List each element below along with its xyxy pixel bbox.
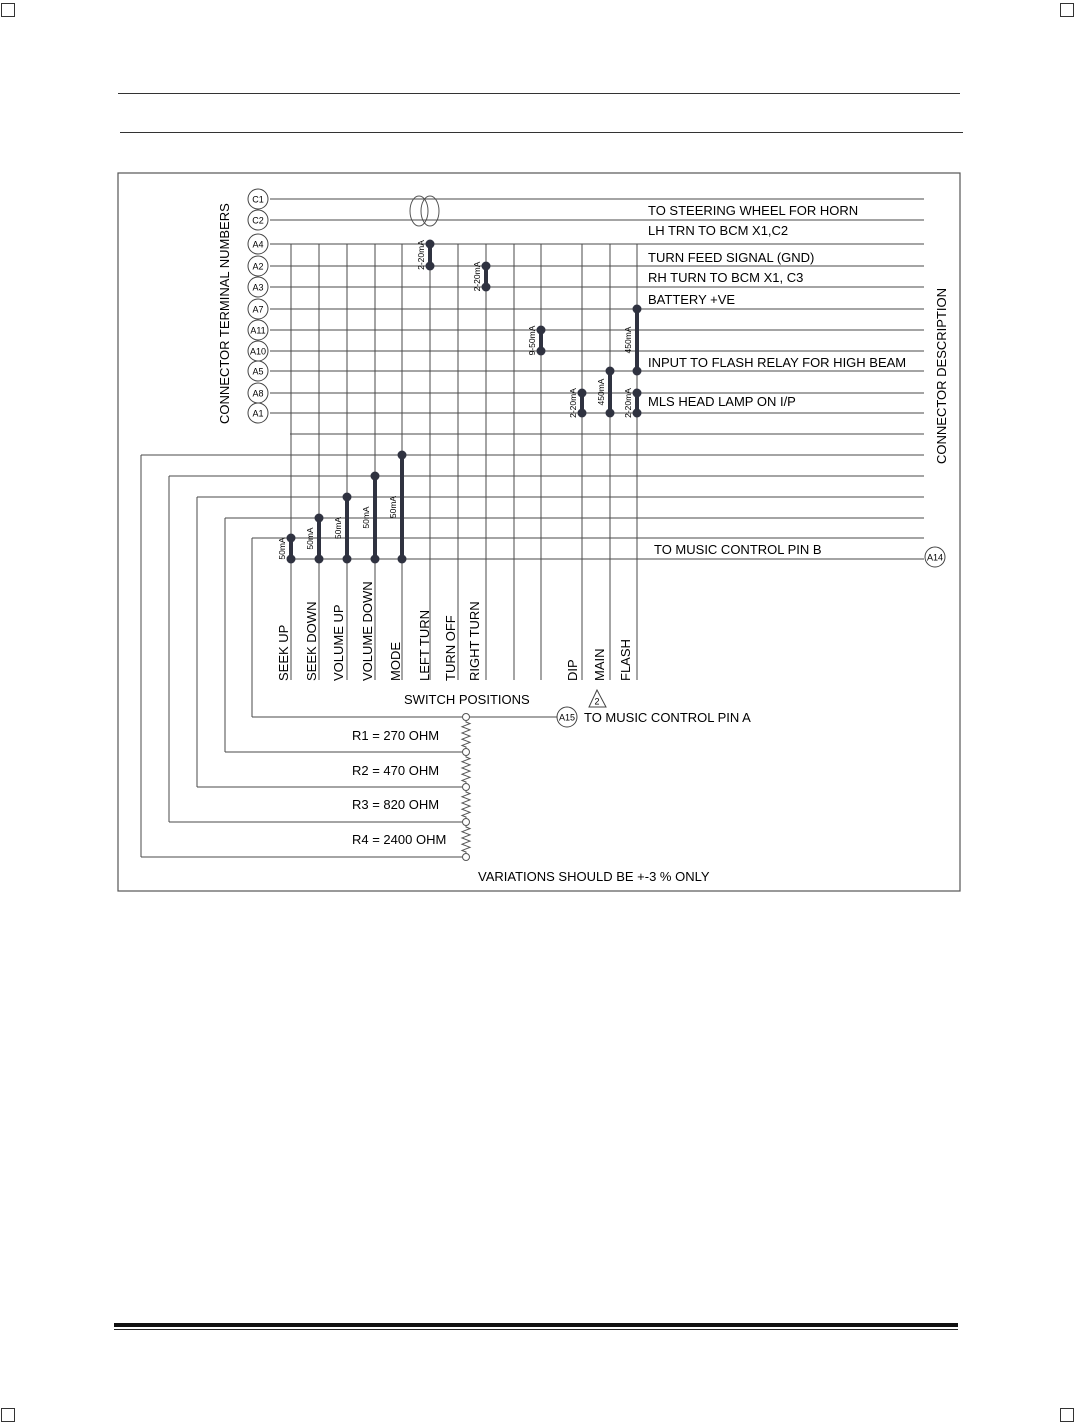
terminal-a11-label: A11 xyxy=(250,325,266,336)
terminal-a15-label: A15 xyxy=(558,712,576,723)
contact-rating-3: 50mA xyxy=(333,516,343,540)
resistor-r4 xyxy=(462,822,470,857)
connector-description-7: MLS HEAD LAMP ON I/P xyxy=(648,394,796,409)
switch-position-9: DIP xyxy=(565,659,580,681)
contact-dot xyxy=(343,493,352,502)
contact-dot xyxy=(633,389,642,398)
diagram-frame xyxy=(118,173,960,891)
contact-dot xyxy=(398,451,407,460)
connector-description-5: BATTERY +VE xyxy=(648,292,736,307)
resistor-r1 xyxy=(462,717,470,752)
resistor-r1-label: R1 = 270 OHM xyxy=(352,728,440,743)
contact-dot xyxy=(287,534,296,543)
connector-description-6: INPUT TO FLASH RELAY FOR HIGH BEAM xyxy=(648,355,907,370)
contact-dot xyxy=(578,409,587,418)
contact-rating-10: 450mA xyxy=(596,378,606,406)
contact-rating-9: 2-20mA xyxy=(568,388,578,418)
contact-rating-7: 2-20mA xyxy=(472,261,482,292)
connector-description-4: RH TURN TO BCM X1, C3 xyxy=(648,270,804,285)
terminal-a4-label: A4 xyxy=(252,239,264,250)
ladder-node xyxy=(463,819,470,826)
contact-dot xyxy=(606,409,615,418)
connector-description-2: LH TRN TO BCM X1,C2 xyxy=(648,223,789,238)
switch-position-10: MAIN xyxy=(592,648,607,681)
horn-coil-symbol xyxy=(421,196,439,226)
description-layer xyxy=(648,203,906,557)
terminal-a1-label: A1 xyxy=(252,408,264,419)
terminal-a14-label: A14 xyxy=(926,552,944,563)
contact-dot xyxy=(482,262,491,271)
switch-positions-label: SWITCH POSITIONS xyxy=(404,692,530,707)
resistor-r4-label: R4 = 2400 OHM xyxy=(352,832,447,847)
contact-rating-11: 450mA xyxy=(623,326,633,354)
wire-layer xyxy=(141,199,924,857)
note-marker: 2 xyxy=(594,696,600,707)
terminal-c1-label: C1 xyxy=(252,194,264,205)
resistor-ladder xyxy=(462,714,470,861)
contact-rating-8: 9-50mA xyxy=(527,325,537,356)
contact-dot xyxy=(315,555,324,564)
switch-position-layer xyxy=(276,581,633,681)
connection-layer xyxy=(277,240,642,564)
contact-rating-4: 50mA xyxy=(361,506,371,529)
terminal-a5-label: A5 xyxy=(252,366,264,377)
contact-rating-1: 50mA xyxy=(277,537,287,560)
contact-dot xyxy=(633,409,642,418)
contact-dot xyxy=(426,240,435,249)
contact-dot xyxy=(606,367,615,376)
contact-dot xyxy=(633,367,642,376)
contact-dot xyxy=(371,555,380,564)
ladder-node xyxy=(463,714,470,721)
tolerance-note: VARIATIONS SHOULD BE +-3 % ONLY xyxy=(478,869,710,884)
contact-dot xyxy=(287,555,296,564)
contact-dot xyxy=(426,262,435,271)
contact-rating-5: 50mA xyxy=(388,495,398,519)
contact-rating-6: 2-20mA xyxy=(416,240,426,270)
ladder-node xyxy=(463,749,470,756)
contact-dot xyxy=(371,472,380,481)
switch-position-7: TURN OFF xyxy=(443,615,458,681)
switch-position-4: VOLUME DOWN xyxy=(360,581,375,681)
terminal-a10-label: A10 xyxy=(249,346,267,357)
contact-dot xyxy=(537,326,546,335)
resistor-r3 xyxy=(462,787,470,822)
switch-position-2: SEEK DOWN xyxy=(304,601,319,681)
resistor-r3-label: R3 = 820 OHM xyxy=(352,797,440,812)
contact-dot xyxy=(537,347,546,356)
switch-position-6: LEFT TURN xyxy=(417,609,432,681)
contact-rating-2: 50mA xyxy=(305,527,315,550)
terminal-a8-label: A8 xyxy=(252,388,264,399)
contact-dot xyxy=(578,389,587,398)
connector-description-1: TO STEERING WHEEL FOR HORN xyxy=(648,203,859,218)
switch-position-3: VOLUME UP xyxy=(331,604,346,681)
contact-dot xyxy=(633,305,642,314)
terminal-a7-label: A7 xyxy=(252,304,264,315)
contact-rating-12: 2-20mA xyxy=(623,388,633,418)
contact-dot xyxy=(343,555,352,564)
switch-position-11: FLASH xyxy=(618,639,633,681)
connector-description-heading: CONNECTOR DESCRIPTION xyxy=(934,288,949,464)
contact-dot xyxy=(398,555,407,564)
connector-terminal-numbers-heading: CONNECTOR TERMINAL NUMBERS xyxy=(217,203,232,424)
connector-description-3: TURN FEED SIGNAL (GND) xyxy=(648,250,815,265)
connector-description-8: TO MUSIC CONTROL PIN B xyxy=(654,542,822,557)
switch-position-5: MODE xyxy=(388,642,403,681)
switch-position-1: SEEK UP xyxy=(276,624,291,681)
music-control-pin-a-label: TO MUSIC CONTROL PIN A xyxy=(584,710,751,725)
contact-dot xyxy=(315,514,324,523)
ladder-node xyxy=(463,854,470,861)
terminal-a2-label: A2 xyxy=(252,261,264,272)
resistor-r2-label: R2 = 470 OHM xyxy=(352,763,440,778)
terminal-c2-label: C2 xyxy=(252,215,264,226)
resistor-r2 xyxy=(462,752,470,787)
switch-position-8: RIGHT TURN xyxy=(467,601,482,681)
contact-dot xyxy=(482,283,491,292)
horn-coil-symbol xyxy=(410,196,428,226)
ladder-node xyxy=(463,784,470,791)
terminal-layer xyxy=(248,189,268,423)
terminal-a3-label: A3 xyxy=(252,282,264,293)
